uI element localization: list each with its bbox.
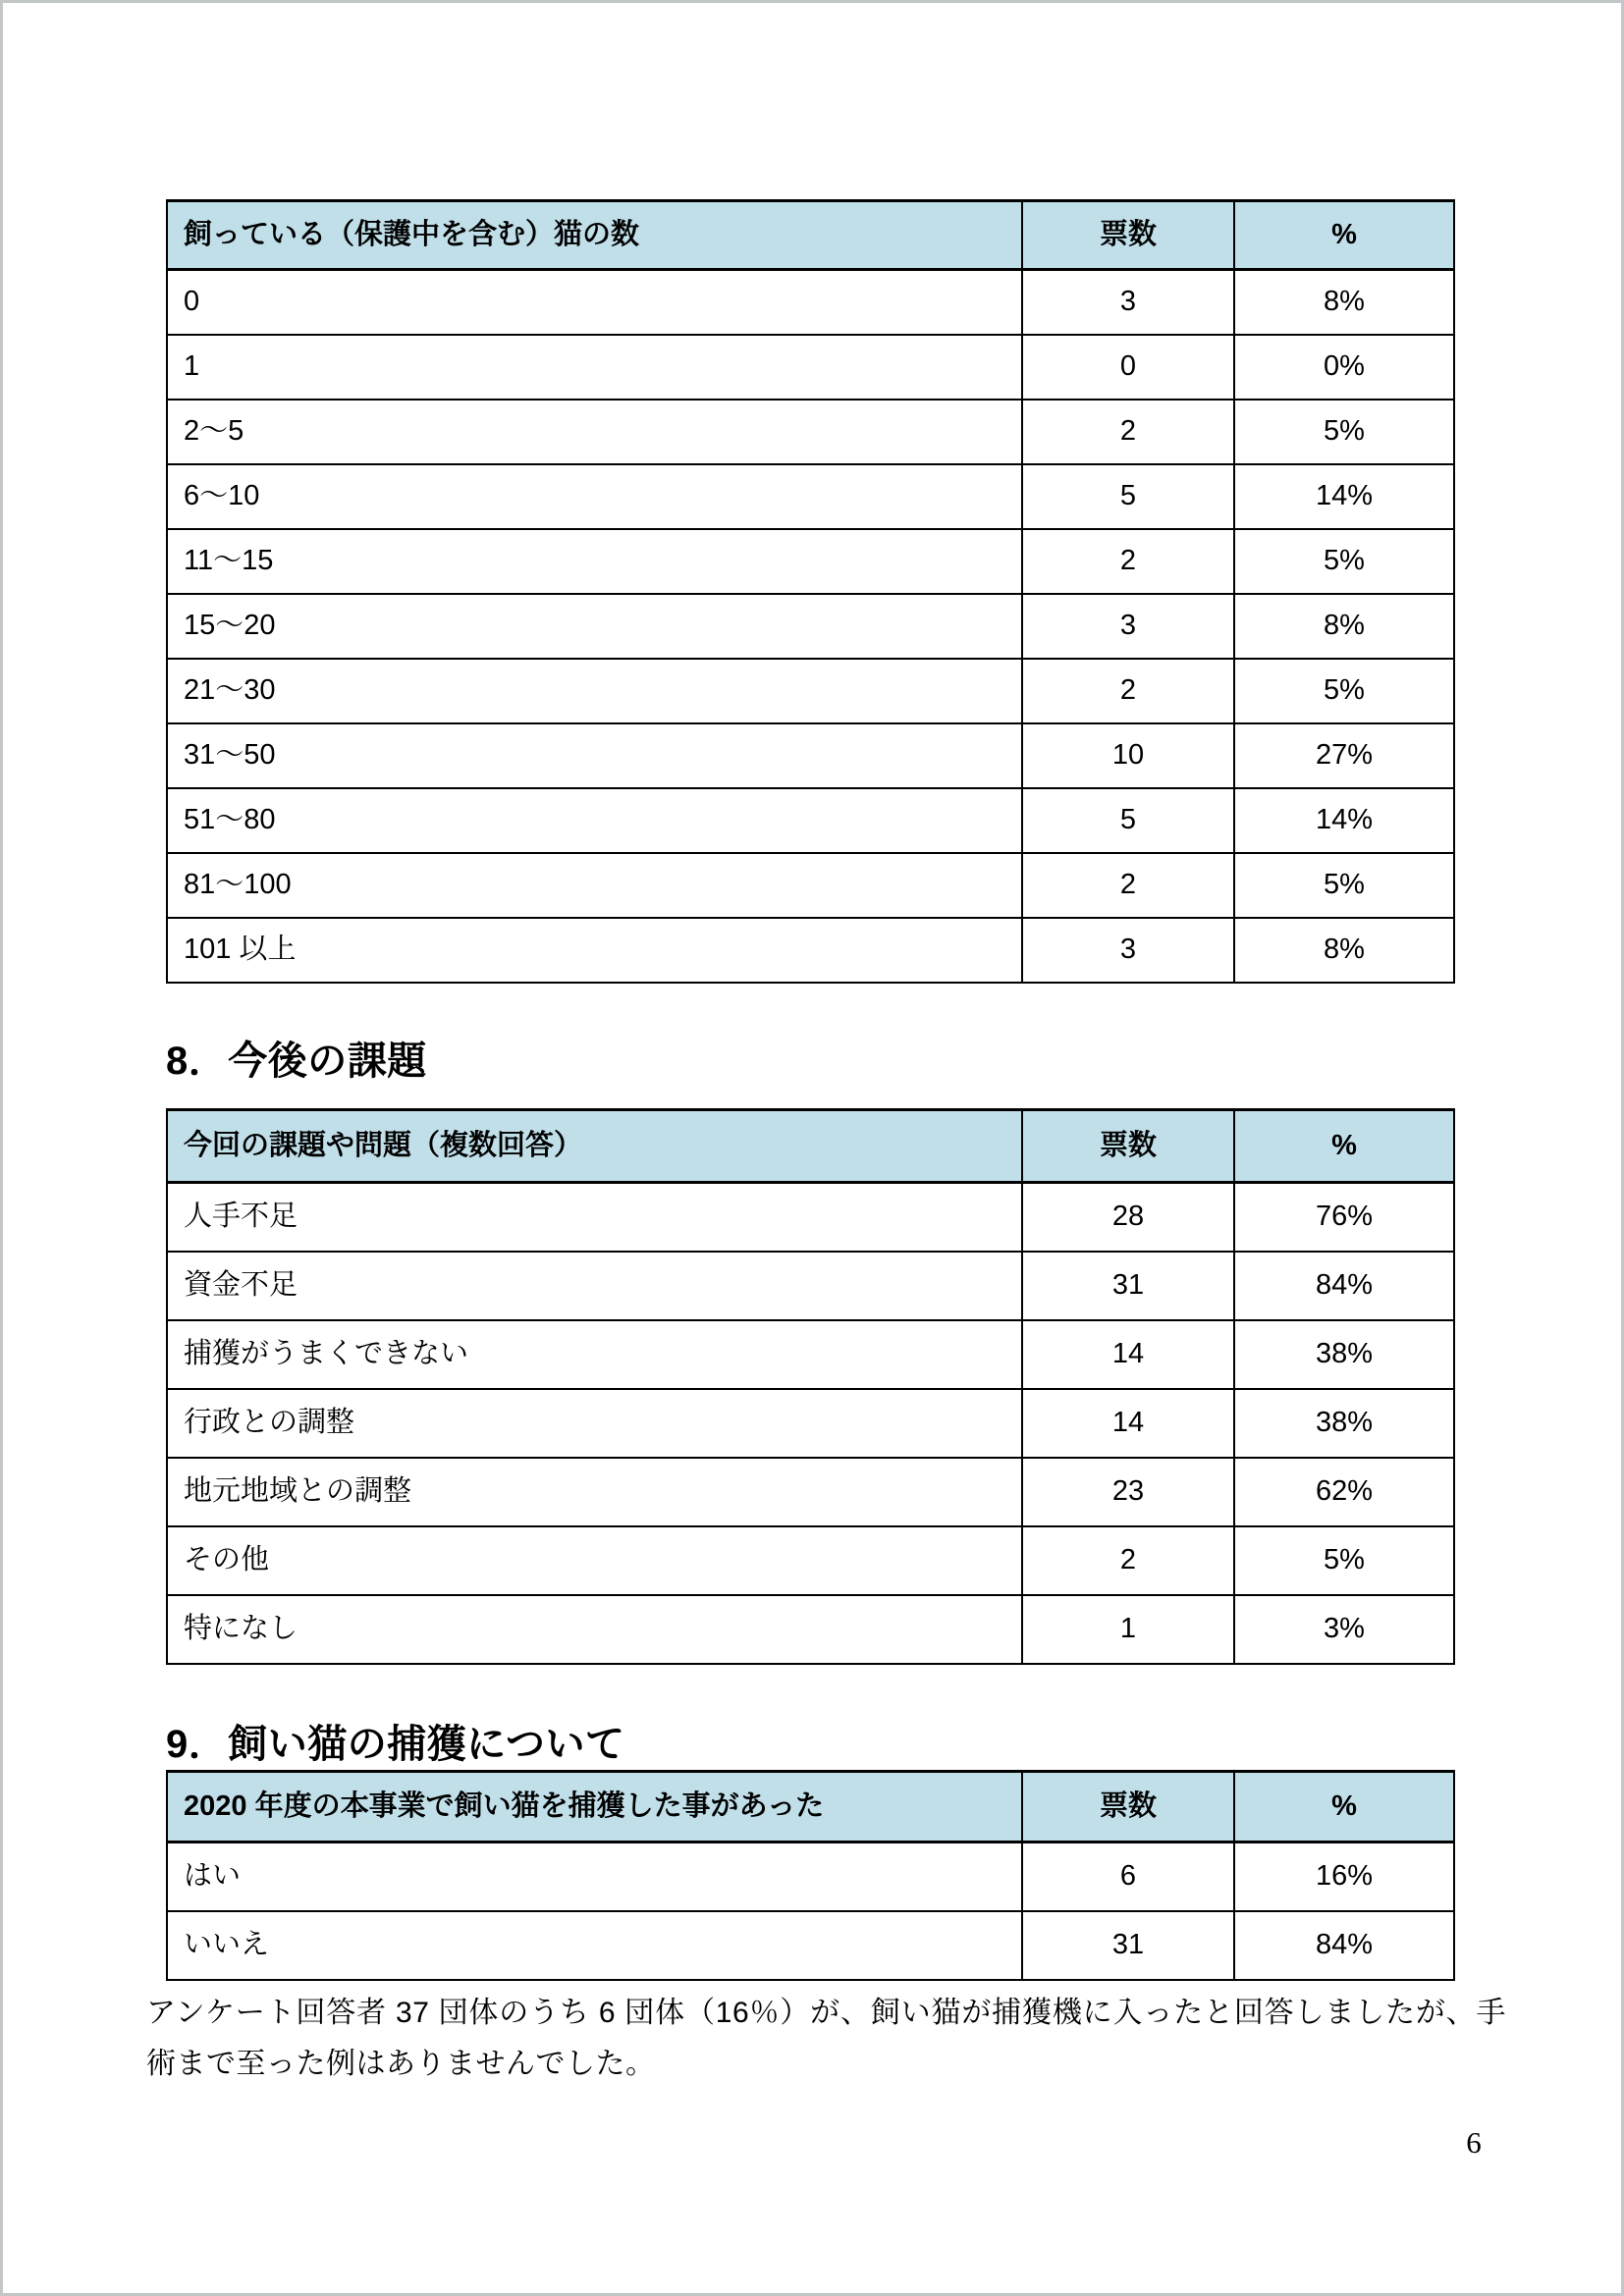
percent-cell: 27% [1234, 723, 1454, 788]
row-label-cell: 21～30 [167, 659, 1022, 723]
pet-cat-capture-table-section [166, 1770, 1455, 1981]
table-header-row [167, 1110, 1454, 1183]
cats-owned-table-section [166, 199, 1455, 984]
percent-cell: 14% [1234, 464, 1454, 529]
votes-cell: 23 [1022, 1458, 1234, 1526]
table-row [167, 1842, 1454, 1911]
votes-cell: 5 [1022, 788, 1234, 853]
percent-cell: 5% [1234, 1526, 1454, 1595]
percent-cell: 14% [1234, 788, 1454, 853]
page-number: 6 [1466, 2125, 1482, 2160]
table-row [167, 1911, 1454, 1980]
votes-cell: 2 [1022, 400, 1234, 464]
row-label-cell: 31～50 [167, 723, 1022, 788]
col-header-percent: % [1234, 201, 1454, 270]
pet-cat-capture-table [166, 1770, 1455, 1981]
col-header-votes: 票数 [1022, 201, 1234, 270]
row-label-cell: はい [167, 1842, 1022, 1911]
percent-cell: 16% [1234, 1842, 1454, 1911]
votes-cell: 10 [1022, 723, 1234, 788]
future-issues-table [166, 1108, 1455, 1665]
row-label-cell: 11～15 [167, 529, 1022, 594]
table-row [167, 594, 1454, 659]
percent-cell: 62% [1234, 1458, 1454, 1526]
row-label-cell: 行政との調整 [167, 1389, 1022, 1458]
row-label-cell: 地元地域との調整 [167, 1458, 1022, 1526]
votes-cell: 2 [1022, 659, 1234, 723]
percent-cell: 8% [1234, 918, 1454, 983]
row-label-cell: 1 [167, 335, 1022, 400]
votes-cell: 14 [1022, 1389, 1234, 1458]
cats-owned-table [166, 199, 1455, 984]
percent-cell: 38% [1234, 1320, 1454, 1389]
votes-cell: 6 [1022, 1842, 1234, 1911]
row-label-cell: 81～100 [167, 853, 1022, 918]
votes-cell: 5 [1022, 464, 1234, 529]
col-header-votes: 票数 [1022, 1772, 1234, 1842]
table-row [167, 1183, 1454, 1252]
table-row [167, 853, 1454, 918]
table-header-row [167, 1772, 1454, 1842]
votes-cell: 28 [1022, 1183, 1234, 1252]
table-row [167, 1320, 1454, 1389]
votes-cell: 2 [1022, 529, 1234, 594]
percent-cell: 76% [1234, 1183, 1454, 1252]
table-row [167, 270, 1454, 335]
votes-cell: 3 [1022, 918, 1234, 983]
percent-cell: 3% [1234, 1595, 1454, 1664]
row-label-cell: 51～80 [167, 788, 1022, 853]
row-label-cell: 0 [167, 270, 1022, 335]
table-row [167, 400, 1454, 464]
table-row [167, 464, 1454, 529]
table-row [167, 788, 1454, 853]
row-label-cell: 人手不足 [167, 1183, 1022, 1252]
votes-cell: 14 [1022, 1320, 1234, 1389]
col-header-percent: % [1234, 1110, 1454, 1183]
section-9-heading: 9．飼い猫の捕獲について [166, 1723, 625, 1766]
table-row [167, 723, 1454, 788]
percent-cell: 84% [1234, 1252, 1454, 1320]
col-header-label: 飼っている（保護中を含む）猫の数 [167, 201, 1022, 270]
row-label-cell: 15～20 [167, 594, 1022, 659]
percent-cell: 5% [1234, 400, 1454, 464]
votes-cell: 0 [1022, 335, 1234, 400]
row-label-cell: いいえ [167, 1911, 1022, 1980]
votes-cell: 3 [1022, 270, 1234, 335]
table-row [167, 659, 1454, 723]
percent-cell: 5% [1234, 529, 1454, 594]
row-label-cell: 6～10 [167, 464, 1022, 529]
col-header-votes: 票数 [1022, 1110, 1234, 1183]
table-row [167, 1526, 1454, 1595]
percent-cell: 38% [1234, 1389, 1454, 1458]
footnote-paragraph: アンケート回答者 37 団体のうち 6 団体（16％）が、飼い猫が捕獲機に入ったと回答しましたが、手術まで至った例はありませんでした。 [146, 1997, 1506, 2080]
table-row [167, 335, 1454, 400]
votes-cell: 2 [1022, 1526, 1234, 1595]
row-label-cell: 資金不足 [167, 1252, 1022, 1320]
percent-cell: 5% [1234, 659, 1454, 723]
col-header-label: 2020 年度の本事業で飼い猫を捕獲した事があった [167, 1772, 1022, 1842]
votes-cell: 31 [1022, 1252, 1234, 1320]
col-header-label: 今回の課題や問題（複数回答） [167, 1110, 1022, 1183]
votes-cell: 31 [1022, 1911, 1234, 1980]
row-label-cell: 2～5 [167, 400, 1022, 464]
percent-cell: 84% [1234, 1911, 1454, 1980]
table-row [167, 1595, 1454, 1664]
percent-cell: 8% [1234, 594, 1454, 659]
percent-cell: 8% [1234, 270, 1454, 335]
table-row [167, 1389, 1454, 1458]
table-row [167, 529, 1454, 594]
section-8-heading: 8．今後の課題 [166, 1040, 427, 1083]
votes-cell: 3 [1022, 594, 1234, 659]
row-label-cell: 捕獲がうまくできない [167, 1320, 1022, 1389]
percent-cell: 5% [1234, 853, 1454, 918]
table-row [167, 1458, 1454, 1526]
table-row [167, 1252, 1454, 1320]
votes-cell: 2 [1022, 853, 1234, 918]
col-header-percent: % [1234, 1772, 1454, 1842]
row-label-cell: 101 以上 [167, 918, 1022, 983]
percent-cell: 0% [1234, 335, 1454, 400]
row-label-cell: その他 [167, 1526, 1022, 1595]
table-header-row [167, 201, 1454, 270]
future-issues-table-section [166, 1108, 1455, 1665]
table-row [167, 918, 1454, 983]
row-label-cell: 特になし [167, 1595, 1022, 1664]
votes-cell: 1 [1022, 1595, 1234, 1664]
